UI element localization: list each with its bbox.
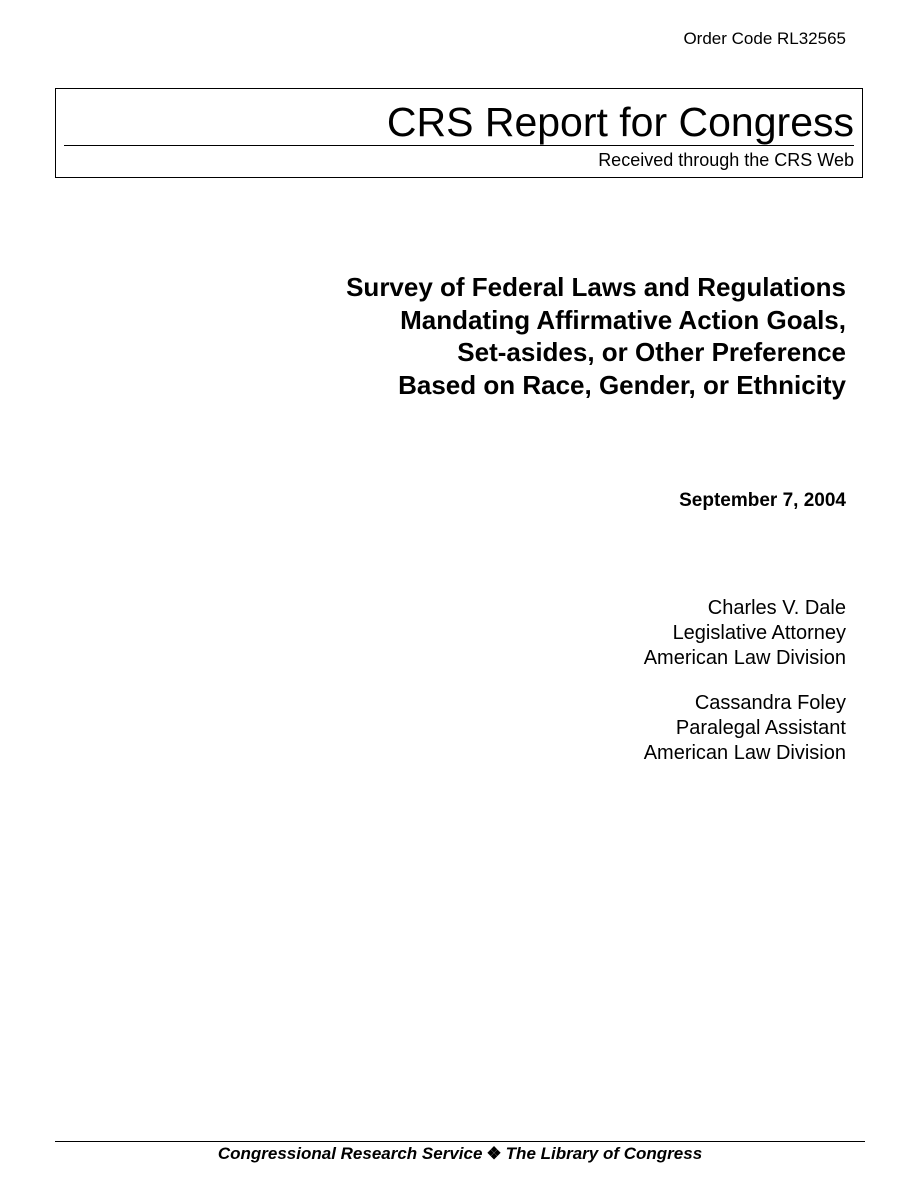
footer-library: The Library of Congress bbox=[505, 1144, 703, 1163]
order-code: Order Code RL32565 bbox=[683, 29, 846, 48]
report-title-line: Survey of Federal Laws and Regulations bbox=[346, 272, 846, 302]
footer-publisher: Congressional Research Service bbox=[217, 1144, 483, 1163]
header-title: CRS Report for Congress bbox=[386, 99, 854, 145]
report-title-line: Mandating Affirmative Action Goals, bbox=[400, 304, 846, 335]
author-division: American Law Division bbox=[643, 742, 846, 764]
header-divider bbox=[64, 145, 854, 146]
report-date: September 7, 2004 bbox=[679, 490, 846, 511]
diamond-separator-icon: ❖ bbox=[486, 1144, 502, 1163]
report-header-box bbox=[55, 88, 863, 178]
author-block bbox=[644, 691, 846, 766]
author-name: Cassandra Foley bbox=[694, 692, 846, 714]
footer-divider bbox=[55, 1141, 865, 1142]
author-position: Legislative Attorney bbox=[672, 622, 846, 644]
report-title-line: Based on Race, Gender, or Ethnicity bbox=[398, 369, 846, 400]
author-block bbox=[644, 596, 846, 671]
report-title-line: Set-asides, or Other Preference bbox=[457, 337, 846, 367]
footer bbox=[0, 1144, 920, 1164]
report-title bbox=[206, 271, 846, 401]
author-name: Charles V. Dale bbox=[707, 597, 846, 619]
author-division: American Law Division bbox=[643, 647, 846, 669]
header-subtitle: Received through the CRS Web bbox=[598, 150, 854, 170]
author-position: Paralegal Assistant bbox=[675, 717, 846, 739]
